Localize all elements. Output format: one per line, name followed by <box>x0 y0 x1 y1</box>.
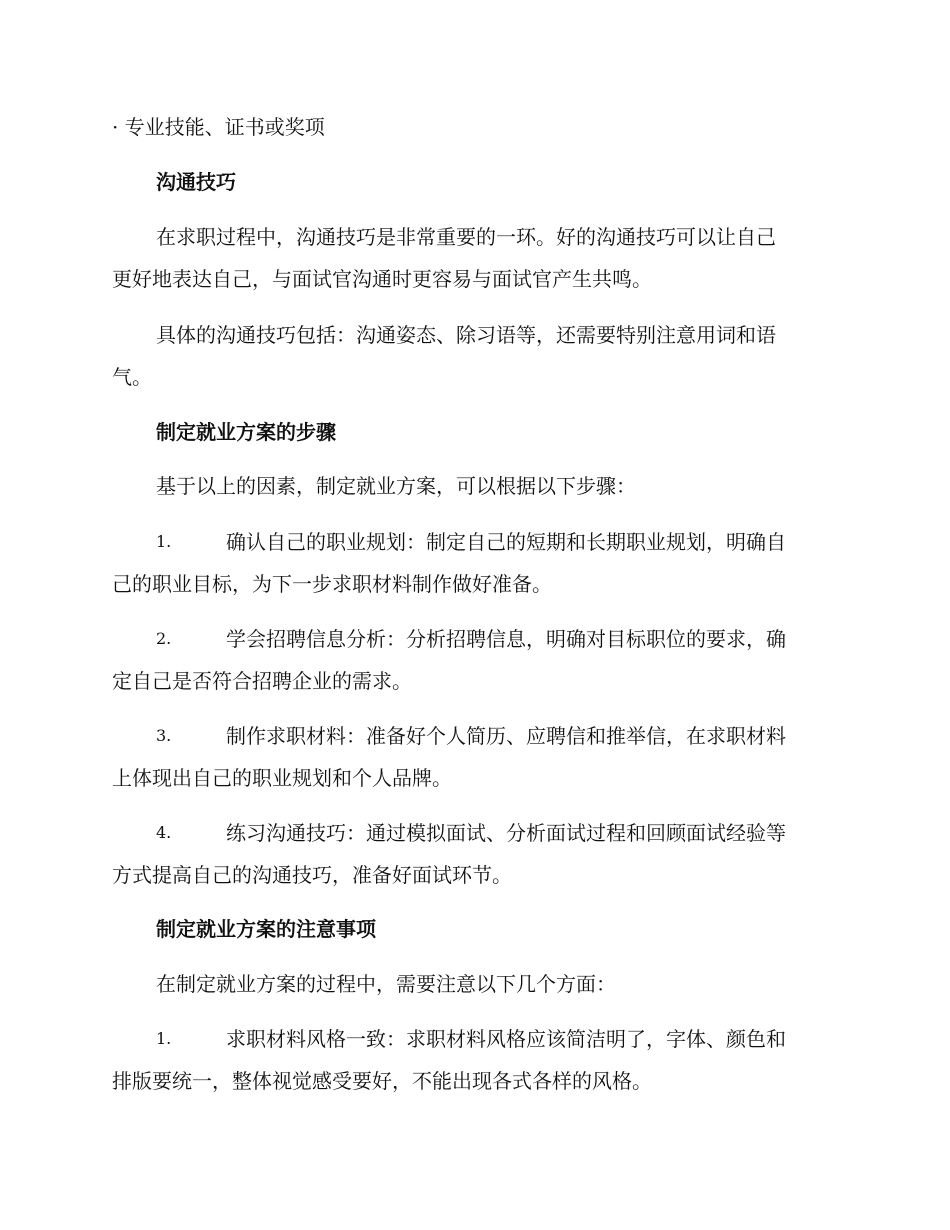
heading-steps: 制定就业方案的步骤 <box>156 420 336 444</box>
list-item-line: 己的职业目标，为下一步求职材料制作做好准备。 <box>112 572 552 596</box>
list-item-line: 确认自己的职业规划：制定自己的短期和长期职业规划，明确自 <box>226 530 786 554</box>
bullet-item: · 专业技能、证书或奖项 <box>112 115 325 139</box>
list-number: 2. <box>156 629 172 648</box>
list-item-line: 排版要统一，整体视觉感受要好，不能出现各式各样的风格。 <box>112 1069 652 1093</box>
heading-notes: 制定就业方案的注意事项 <box>156 917 376 941</box>
heading-communication: 沟通技巧 <box>156 170 236 194</box>
paragraph-line: 气。 <box>112 365 152 389</box>
list-number: 1. <box>156 532 172 551</box>
paragraph-line: 基于以上的因素，制定就业方案，可以根据以下步骤： <box>156 474 636 498</box>
paragraph-line: 具体的沟通技巧包括：沟通姿态、除习语等，还需要特别注意用词和语 <box>156 323 776 347</box>
list-number: 1. <box>156 1029 172 1048</box>
paragraph-line: 更好地表达自己，与面试官沟通时更容易与面试官产生共鸣。 <box>112 267 652 291</box>
list-item-line: 求职材料风格一致：求职材料风格应该简洁明了，字体、颜色和 <box>226 1027 786 1051</box>
paragraph-line: 在求职过程中，沟通技巧是非常重要的一环。好的沟通技巧可以让自己 <box>156 225 776 249</box>
list-item-line: 制作求职材料：准备好个人简历、应聘信和推举信，在求职材料 <box>226 724 786 748</box>
list-item-line: 上体现出自己的职业规划和个人品牌。 <box>112 766 452 790</box>
list-item-line: 方式提高自己的沟通技巧，准备好面试环节。 <box>112 863 512 887</box>
list-number: 3. <box>156 726 172 745</box>
list-item-line: 定自己是否符合招聘企业的需求。 <box>112 669 412 693</box>
list-item-line: 练习沟通技巧：通过模拟面试、分析面试过程和回顾面试经验等 <box>226 821 786 845</box>
paragraph-line: 在制定就业方案的过程中，需要注意以下几个方面： <box>156 972 616 996</box>
list-item-line: 学会招聘信息分析：分析招聘信息，明确对目标职位的要求，确 <box>226 627 786 651</box>
list-number: 4. <box>156 823 172 842</box>
